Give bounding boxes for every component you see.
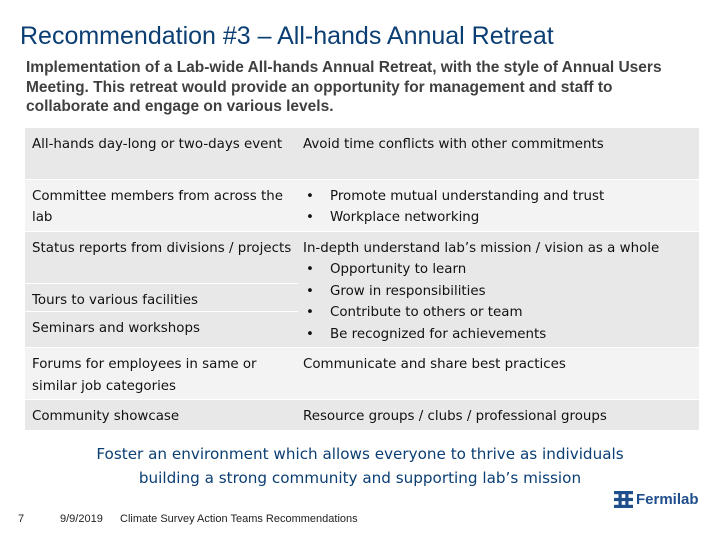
left-subitem: Status reports from divisions / projects	[32, 240, 292, 256]
table-cell: Resource groups / clubs / professional groups	[298, 400, 699, 431]
left-subitem: Tours to various facilities	[25, 283, 298, 311]
table-cell	[25, 231, 298, 348]
list-item: • Workplace networking	[303, 207, 693, 229]
table-cell: Communicate and share best practices	[298, 348, 699, 400]
fermilab-logo-icon	[614, 491, 633, 508]
table-cell	[298, 179, 699, 231]
list-item: • Promote mutual understanding and trust	[303, 186, 693, 208]
list-item: • Contribute to others or team	[303, 302, 693, 324]
closing-statement	[40, 442, 680, 490]
footer-date: 9/9/2019	[60, 513, 103, 525]
list-item: • Be recognized for achievements	[303, 324, 693, 346]
table-row	[25, 179, 699, 231]
table-row	[25, 231, 699, 348]
logo-wordmark: Fermilab	[636, 491, 699, 508]
footer-text: Climate Survey Action Teams Recommendations	[120, 513, 358, 525]
table-cell: Committee members from across the lab	[25, 179, 298, 231]
list-item: • Opportunity to learn	[303, 259, 693, 281]
closing-line: Foster an environment which allows everyone to thrive as individuals	[96, 445, 624, 463]
table-cell: All-hands day-long or two-days event	[25, 128, 298, 179]
table-cell: Avoid time conflicts with other commitments	[298, 128, 699, 179]
table-cell: Forums for employees in same or similar job categories	[25, 348, 298, 400]
slide-title: Recommendation #3 – All-hands Annual Retreat	[20, 22, 554, 50]
closing-line: building a strong community and supporting lab’s mission	[138, 469, 582, 487]
table-cell	[298, 231, 699, 348]
bullet-list	[303, 259, 693, 345]
page-number: 7	[18, 513, 25, 525]
table-row	[25, 128, 699, 179]
recommendation-table	[25, 128, 699, 431]
list-item: • Grow in responsibilities	[303, 281, 693, 303]
intro-paragraph: Implementation of a Lab-wide All-hands Annual Retreat, with the style of Annual Users Meeting. This retreat would provide an opportunity for management and staff to collaborate and engage on various levels.	[26, 59, 662, 115]
cell-heading: In-depth understand lab’s mission / vision as a whole	[303, 240, 660, 256]
fermilab-logo	[614, 491, 699, 508]
table-row	[25, 348, 699, 400]
table-cell: Community showcase	[25, 400, 298, 431]
left-subitem: Seminars and workshops	[25, 311, 298, 347]
bullet-list	[303, 186, 693, 229]
table-row	[25, 400, 699, 431]
